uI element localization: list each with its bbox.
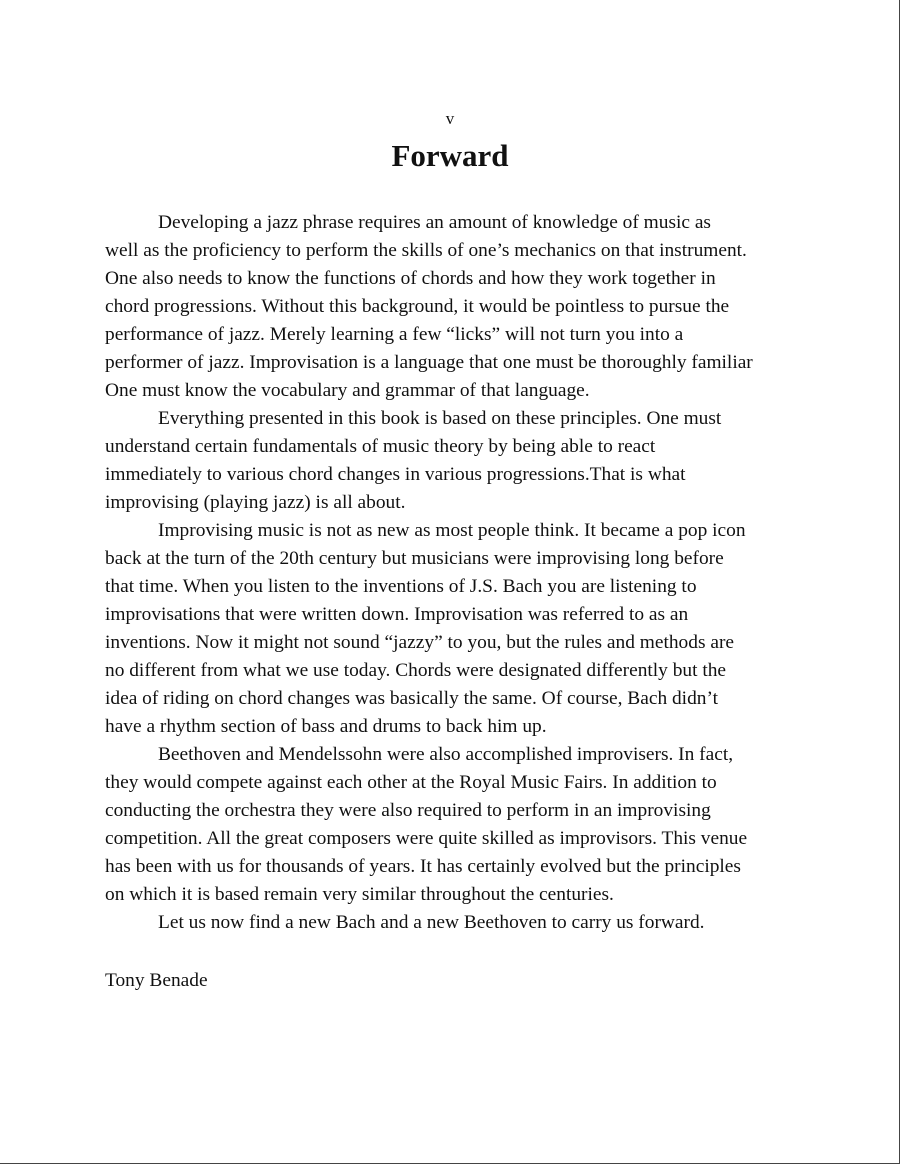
text-line: they would compete against each other at the Royal Music Fairs. In addition to <box>105 772 717 793</box>
text-line: that time. When you listen to the inventions of J.S. Bach you are listening to <box>105 576 697 597</box>
text-line: chord progressions. Without this background, it would be pointless to pursue the <box>105 296 730 317</box>
page-number: v <box>445 109 455 128</box>
text-line: competition. All the great composers were quite skilled as improvisors. This venue <box>105 828 748 849</box>
text-line: One must know the vocabulary and grammar of that language. <box>105 380 590 401</box>
text-line: no different from what we use today. Chords were designated differently but the <box>105 660 727 681</box>
text-line: performance of jazz. Merely learning a few “licks” will not turn you into a <box>105 324 684 345</box>
text-line: One also needs to know the functions of chords and how they work together in <box>105 268 716 289</box>
text-line: has been with us for thousands of years. It has certainly evolved but the principles <box>105 856 741 877</box>
text-line: idea of riding on chord changes was basically the same. Of course, Bach didn’t <box>105 688 718 709</box>
text-line: Developing a jazz phrase requires an amount of knowledge of music as <box>158 212 711 233</box>
text-line: performer of jazz. Improvisation is a language that one must be thoroughly familiar <box>105 352 753 373</box>
text-line: improvising (playing jazz) is all about. <box>105 492 406 513</box>
text-line: immediately to various chord changes in various progressions.That is what <box>105 464 686 485</box>
text-line: well as the proficiency to perform the skills of one’s mechanics on that instrument. <box>105 240 747 261</box>
author-signature: Tony Benade <box>105 970 208 991</box>
text-line: back at the turn of the 20th century but musicians were improvising long before <box>105 548 724 569</box>
text-line: Beethoven and Mendelssohn were also accomplished improvisers. In fact, <box>158 744 734 765</box>
text-line: improvisations that were written down. Improvisation was referred to as an <box>105 604 689 625</box>
body-text <box>105 209 805 937</box>
text-line: conducting the orchestra they were also required to perform in an improvising <box>105 800 711 821</box>
text-line: Everything presented in this book is based on these principles. One must <box>158 408 722 429</box>
text-line: understand certain fundamentals of music theory by being able to react <box>105 436 656 457</box>
text-line: Let us now find a new Bach and a new Beethoven to carry us forward. <box>158 912 705 933</box>
text-line: on which it is based remain very similar throughout the centuries. <box>105 884 614 905</box>
page-title: Forward <box>391 138 509 173</box>
text-line: inventions. Now it might not sound “jazzy” to you, but the rules and methods are <box>105 632 735 653</box>
text-line: Improvising music is not as new as most people think. It became a pop icon <box>158 520 746 541</box>
text-line: have a rhythm section of bass and drums to back him up. <box>105 716 547 737</box>
